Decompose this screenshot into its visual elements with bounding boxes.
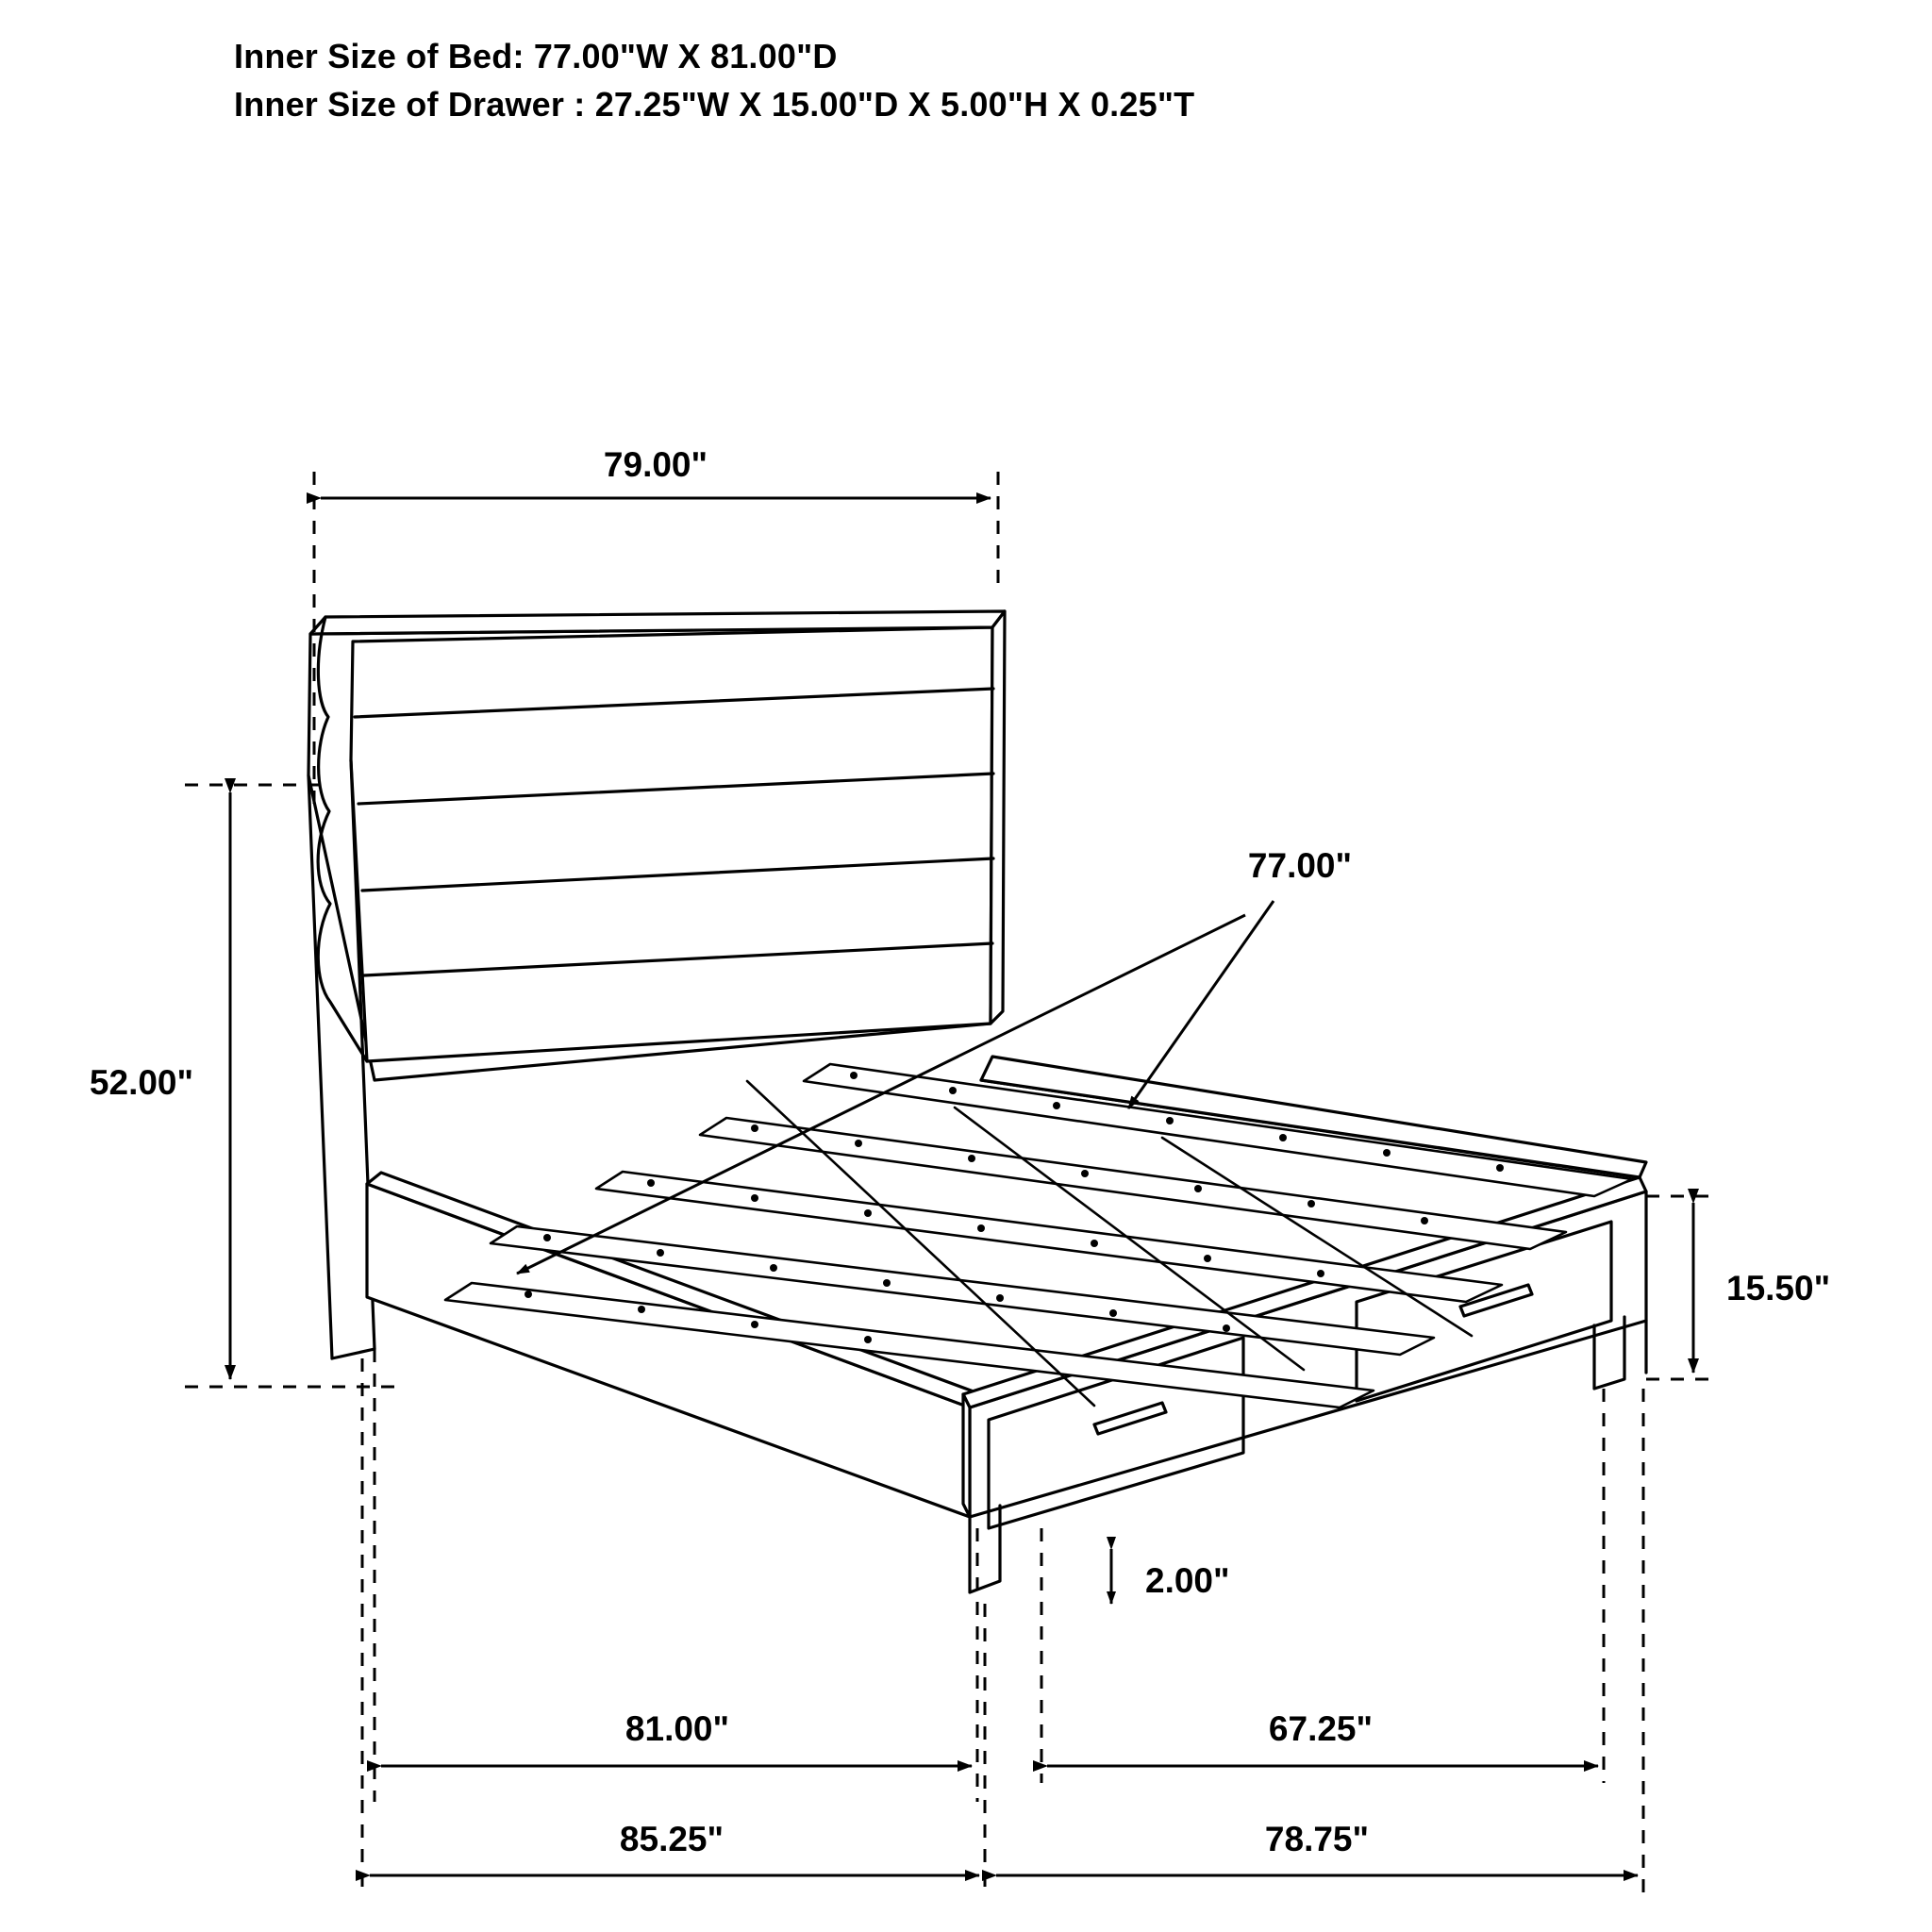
- label-52: 52.00": [89, 1063, 194, 1102]
- label-6725: 67.25": [1268, 1709, 1374, 1748]
- label-77: 77.00": [1247, 846, 1353, 885]
- label-1550: 15.50": [1726, 1269, 1831, 1307]
- label-200: 2.00": [1145, 1561, 1230, 1600]
- leader-77-right: [1128, 901, 1274, 1108]
- bed-illustration: [308, 611, 1646, 1592]
- label-81: 81.00": [625, 1709, 730, 1748]
- footboard-left-edge: [963, 1394, 970, 1517]
- note-drawer-inner-size: Inner Size of Drawer : 27.25"W X 15.00"D X 5.00"H X 0.25"T: [234, 85, 1195, 125]
- headboard-left-post-base: [332, 1349, 375, 1358]
- label-7875: 78.75": [1264, 1820, 1370, 1858]
- headboard-right-edge: [991, 611, 1005, 1024]
- note-bed-inner-size: Inner Size of Bed: 77.00"W X 81.00"D: [234, 37, 838, 75]
- label-8525: 85.25": [619, 1820, 724, 1858]
- foot-leg-left: [970, 1506, 1000, 1592]
- label-79: 79.00": [603, 445, 708, 484]
